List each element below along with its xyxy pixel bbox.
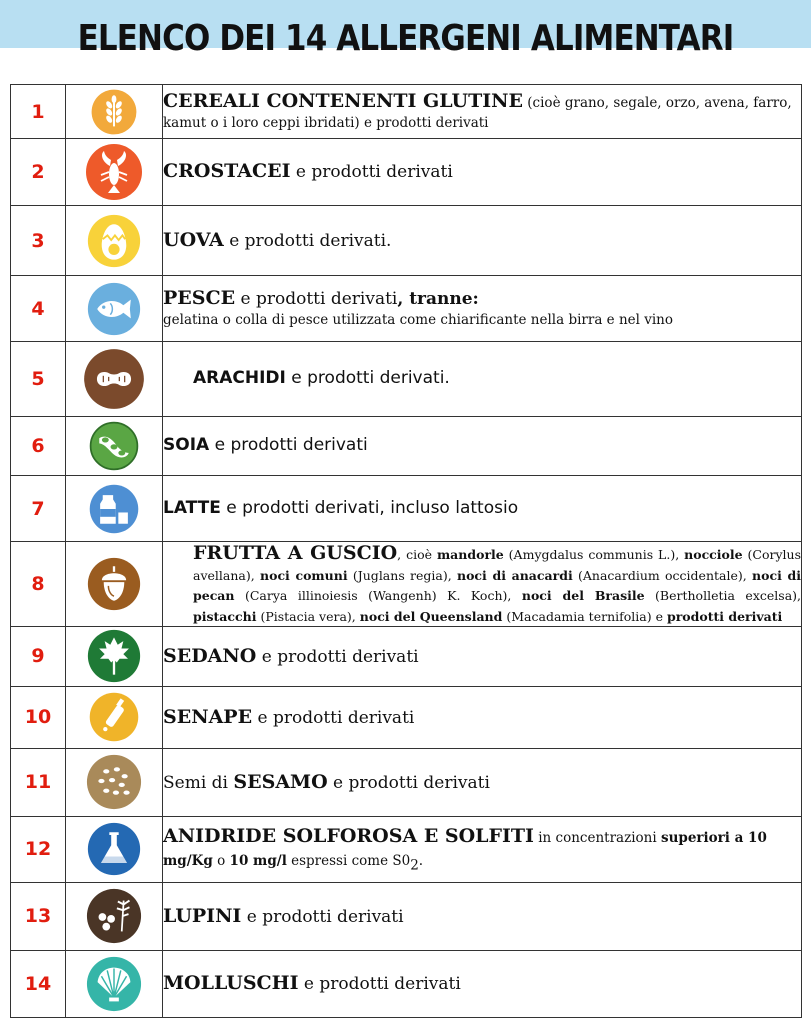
table-row [11,417,802,476]
allergen-number: 6 [11,417,66,476]
allergen-desc-part: (Carya illinoiesis (Wangenh) K. Koch), [234,588,522,604]
sesame-icon [85,753,143,811]
allergen-table [10,84,802,1018]
table-row [11,882,802,950]
allergen-desc: e prodotti derivati [241,906,404,927]
shell-icon [85,955,143,1013]
allergen-desc-part: (Juglans regia), [347,567,457,583]
allergen-text [163,417,802,476]
allergen-number: 3 [11,206,66,276]
allergen-desc-bold: noci del Brasile [521,588,645,604]
milk-icon [88,483,140,535]
allergen-desc: e prodotti derivati, incluso lattosio [220,497,519,518]
table-row [11,85,802,139]
allergen-desc-part: (Pistacia vera), [256,608,360,624]
allergen-text [163,542,802,627]
allergen-text [163,85,802,139]
allergen-number: 10 [11,686,66,748]
allergen-name: MOLLUSCHI [163,972,299,995]
sulphite-icon [86,821,142,877]
allergen-desc-end: . [418,852,424,869]
wheat-icon [90,88,138,136]
allergen-desc: e prodotti derivati [252,707,415,728]
table-row [11,950,802,1017]
allergen-desc: e prodotti derivati [209,435,368,456]
allergen-name: SEDANO [163,644,257,667]
allergen-number: 11 [11,748,66,816]
allergen-name: ANIDRIDE SOLFOROSA E SOLFITI [163,825,534,848]
allergen-desc: e prodotti derivati [327,772,490,793]
allergen-text [163,686,802,748]
allergen-number: 9 [11,626,66,686]
allergen-desc-bold: mandorle [436,547,504,562]
allergen-subscript: 2 [410,857,419,874]
allergen-desc-bold: superiori a 10 mg/Kg [163,830,767,869]
allergen-desc-bold: noci del Queensland [359,608,503,624]
allergen-text [163,950,802,1017]
table-row [11,139,802,206]
allergen-desc-part: (Corylus avellana), [193,547,801,583]
allergen-desc-bold: noci di pecan [193,567,801,604]
table-row [11,626,802,686]
allergen-desc-part: (Anacardium occidentale), [572,567,753,583]
allergen-name: UOVA [163,228,224,251]
allergen-desc-part: o [212,852,230,869]
egg-icon [86,213,142,269]
allergen-text [163,276,802,342]
allergen-number: 14 [11,950,66,1017]
table-row [11,476,802,542]
allergen-name: SESAMO [233,770,328,793]
allergen-desc: e prodotti derivati. [223,230,392,251]
allergen-desc-bold: noci di anacardi [457,567,573,583]
allergen-desc-bold: 10 mg/l [229,852,287,869]
allergen-text [163,882,802,950]
allergen-desc-part: espressi come S0 [286,852,411,869]
allergen-desc-part: in concentrazioni [533,830,661,847]
allergen-number: 8 [11,542,66,627]
allergen-name: ARACHIDI [193,368,286,389]
allergen-name: LUPINI [163,904,242,927]
allergen-desc-emphasis: , tranne: [397,288,479,309]
table-row [11,342,802,417]
allergen-number: 5 [11,342,66,417]
table-row [11,206,802,276]
fish-icon [86,281,142,337]
allergen-name: CEREALI CONTENENTI GLUTINE [163,89,523,112]
allergen-number: 4 [11,276,66,342]
allergen-desc-bold: nocciole [684,547,743,562]
allergen-number: 2 [11,139,66,206]
allergen-desc-part: (Macadamia ternifolia) e [502,608,667,624]
table-row [11,816,802,882]
allergen-desc: e prodotti derivati [235,288,398,309]
allergen-desc-bold: prodotti derivati [666,608,783,624]
allergen-number: 1 [11,85,66,139]
allergen-name: SOIA [163,435,210,456]
allergen-desc-part: (Amygdalus communis L.), [503,547,685,562]
allergen-name: SENAPE [163,705,253,728]
allergen-name: CROSTACEI [163,160,291,183]
allergen-desc: e prodotti derivati. [285,368,450,389]
allergen-desc-bold: noci comuni [260,567,348,583]
celery-icon [86,628,142,684]
allergen-desc-detail: gelatina o colla di pesce utilizzata come chiarificante nella birra e nel vino [163,311,674,328]
page-title: ELENCO DEI 14 ALLERGENI ALIMENTARI [77,18,734,59]
allergen-number: 12 [11,816,66,882]
crustacean-icon [84,142,144,202]
allergen-desc: e prodotti derivati [298,974,461,995]
allergen-text [163,476,802,542]
table-row [11,276,802,342]
allergen-name: LATTE [163,497,221,518]
table-row [11,542,802,627]
allergen-desc-part: (Bertholletia excelsa), [644,588,801,604]
allergen-desc: e prodotti derivati [256,646,419,667]
soy-icon [88,420,140,472]
allergen-text [163,139,802,206]
allergen-prefix: Semi di [163,772,234,793]
table-row [11,686,802,748]
allergen-number: 13 [11,882,66,950]
allergen-text [163,748,802,816]
mustard-icon [88,691,140,743]
peanut-icon [82,347,146,411]
allergen-desc: e prodotti derivati [290,162,453,183]
allergen-desc-bold: pistacchi [193,608,257,624]
allergen-text [163,206,802,276]
allergen-name: PESCE [163,286,236,309]
allergen-text [163,342,802,417]
allergen-desc-part: , cioè [397,547,437,562]
allergen-number: 7 [11,476,66,542]
nut-icon [86,556,142,612]
allergen-desc: (cioè grano, segale, orzo, avena, farro, kamut o i loro ceppi ibridati) e prodotti derivati [163,94,792,131]
allergen-name: FRUTTA A GUSCIO [193,542,398,564]
allergen-text [163,816,802,882]
table-row [11,748,802,816]
allergen-text [163,626,802,686]
lupin-icon [85,887,143,945]
